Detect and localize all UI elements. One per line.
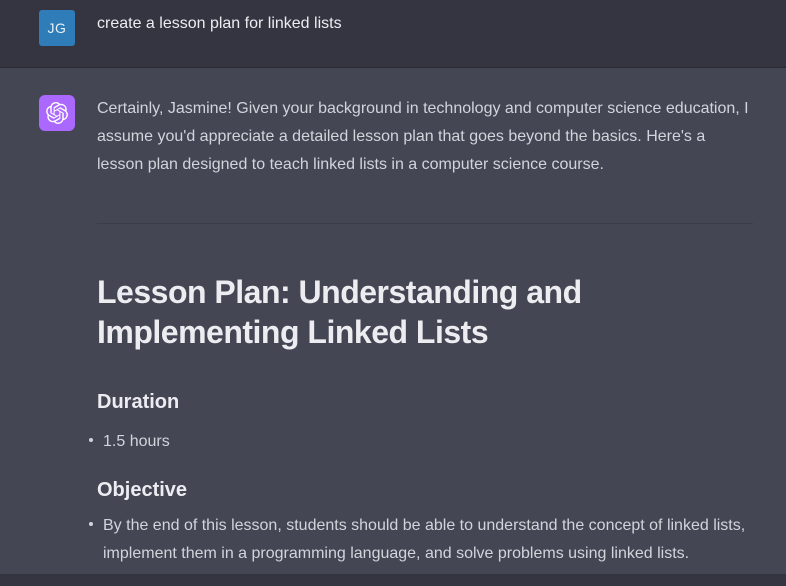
assistant-intro-paragraph: Certainly, Jasmine! Given your background in technology and computer science education, I assume you'd appreciate a detailed lesson plan that goes beyond the basics. Here's a lesson plan designed to teach linked lists in a computer science course. xyxy=(97,100,749,173)
list-item: 1.5 hours xyxy=(103,428,753,456)
user-avatar xyxy=(39,10,75,46)
assistant-message xyxy=(0,68,786,575)
duration-heading: Duration xyxy=(97,391,180,413)
openai-logo-icon xyxy=(46,102,68,124)
objective-list xyxy=(97,512,753,568)
assistant-message-content xyxy=(97,95,753,574)
next-message-strip xyxy=(0,575,786,586)
duration-list xyxy=(97,428,753,456)
lesson-plan-title: Lesson Plan: Understanding and Implementing Linked Lists xyxy=(97,274,582,350)
user-message xyxy=(0,0,786,68)
user-avatar-initials: JG xyxy=(47,20,67,36)
user-message-text: create a lesson plan for linked lists xyxy=(97,15,342,32)
list-item: By the end of this lesson, students should be able to understand the concept of linked lists, implement them in a programming language, and solve problems using linked lists. xyxy=(103,512,753,568)
user-message-content xyxy=(97,10,753,67)
assistant-avatar xyxy=(39,95,75,131)
objective-heading: Objective xyxy=(97,479,188,501)
section-divider xyxy=(97,223,753,224)
